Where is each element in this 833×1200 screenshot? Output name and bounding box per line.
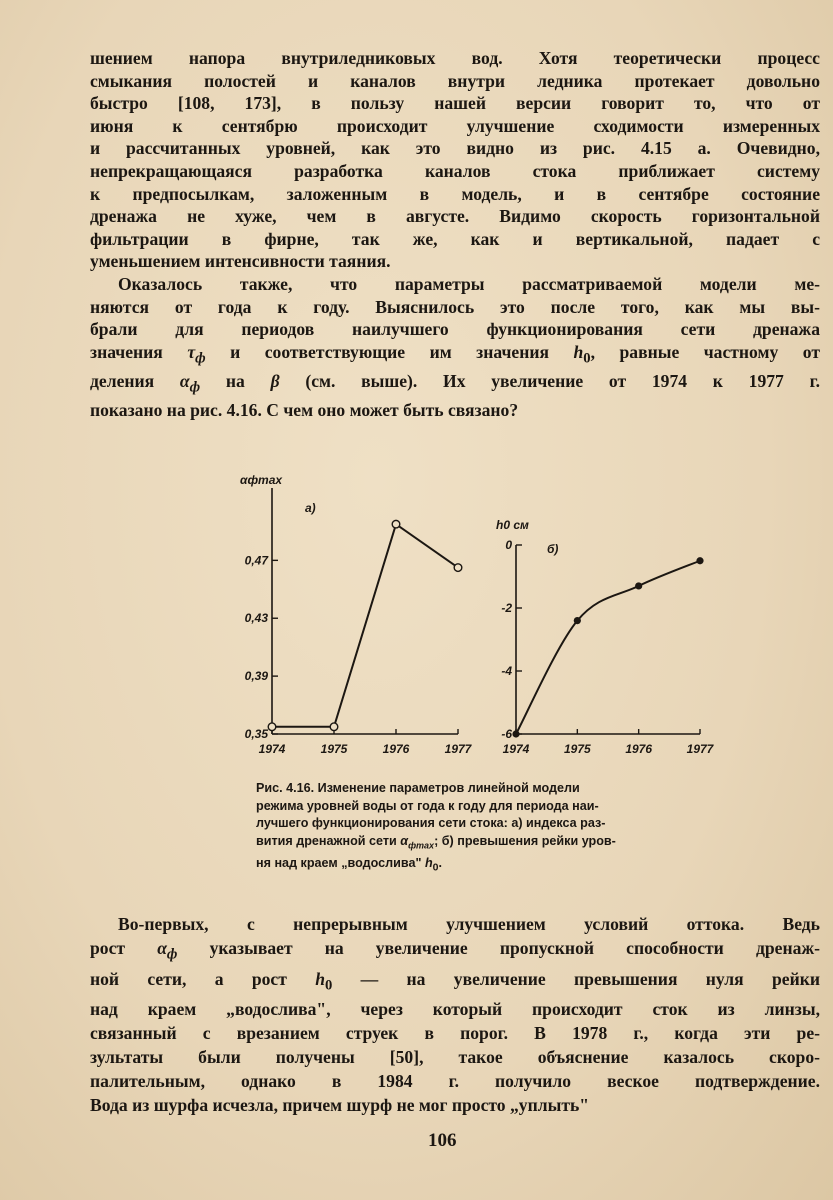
text-line: над краем „водослива", через который происходит сток из линзы, (90, 999, 820, 1020)
text-line: фильтрации в фирне, так же, как и вертикальной, падает с (90, 228, 820, 249)
h-subscript: 0 (432, 861, 439, 874)
text-line: Во-первых, с непрерывным улучшением условий оттока. Ведь (118, 914, 820, 934)
text-fragment: рост (90, 938, 158, 958)
chart-b (496, 518, 715, 756)
h-symbol: h (424, 855, 433, 870)
data-point (574, 617, 581, 624)
text-line: уменьшением интенсивности таяния. (90, 251, 391, 272)
text-fragment: ня над краем „водослива" (256, 855, 425, 870)
y-tick-label: -6 (501, 727, 512, 741)
data-point (268, 723, 276, 731)
text-fragment: , равные частному от (590, 341, 820, 362)
text-fragment: — на увеличение превышения нуля рейки (332, 968, 820, 989)
data-point (696, 557, 703, 564)
y-tick-label: -4 (501, 664, 512, 678)
x-tick-label: 1976 (382, 742, 410, 756)
text-line: шением напора внутриледниковых вод. Хотя теоретически процесс (90, 48, 820, 68)
tau-symbol: τ (187, 341, 196, 362)
text-line: Оказалось также, что параметры рассматриваемой модели ме- (118, 274, 820, 294)
text-fragment: (см. выше). Их увеличение от 1974 к 1977 г. (279, 370, 820, 391)
text-fragment: деления (90, 370, 180, 391)
page-number: 106 (428, 1130, 457, 1151)
alpha-subscript: фmax (408, 840, 435, 851)
h-symbol: h (573, 341, 584, 362)
text-line: к предпосылкам, заложенным в модель, и в сентябре состояние (90, 183, 820, 204)
x-tick-label: 1976 (625, 742, 653, 756)
figure-caption (256, 780, 726, 877)
text-line: няются от года к году. Выяснилось это после того, как мы вы- (90, 296, 820, 317)
x-tick-label: 1975 (563, 742, 591, 756)
x-tick-label: 1974 (258, 742, 286, 756)
x-tick-label: 1974 (502, 742, 530, 756)
caption-line: лучшего функционирования сети стока: а) индекса раз- (256, 816, 606, 830)
text-line: палительным, однако в 1984 г. получило веское подтверждение. (90, 1071, 820, 1092)
caption-line (256, 855, 726, 877)
data-point (512, 730, 519, 737)
alpha-symbol: α (400, 833, 409, 848)
y-axis-label: h0 см (496, 518, 529, 532)
text-fragment: указывает на увеличение пропускной способности дренаж- (177, 938, 820, 958)
x-tick-label: 1975 (320, 742, 348, 756)
alpha-symbol: α (157, 938, 167, 958)
panel-label: б) (547, 542, 559, 556)
text-line: быстро [108, 173], в пользу нашей версии говорит то, что от (90, 93, 820, 114)
text-line: Вода из шурфа исчезла, причем шурф не мог просто „уплыть" (90, 1095, 590, 1116)
text-line: дренажа не хуже, чем в августе. Видимо скорость горизонтальной (90, 206, 820, 227)
data-point (454, 564, 462, 572)
y-tick-label: 0,43 (244, 611, 268, 626)
text-fragment: значения (90, 341, 188, 362)
text-fragment: и соответствующие им значения (205, 341, 574, 362)
caption-line (256, 833, 726, 855)
text-line: непрекращающаяся разработка каналов стока приближает систему (90, 160, 820, 181)
h-symbol: h (315, 968, 325, 989)
y-tick-label: 0,35 (244, 727, 268, 741)
text-line: брали для периодов наилучшего функционирования сети дренажа (90, 319, 820, 340)
x-tick-label: 1977 (444, 742, 472, 756)
alpha-symbol: α (179, 370, 190, 391)
alpha-subscript: ф (189, 379, 201, 396)
panel-label: а) (305, 501, 316, 515)
h-subscript: 0 (324, 977, 333, 994)
y-tick-label: 0,39 (244, 669, 268, 684)
chart-a (240, 473, 473, 756)
text-line: июня к сентябрю происходит улучшение сходимости измеренных (90, 115, 820, 136)
text-line: связанный с врезанием струек в порог. В 1978 г., когда эти ре- (90, 1023, 820, 1044)
y-tick-label: -2 (501, 601, 512, 615)
y-tick-label: 0 (505, 538, 512, 552)
text-line: смыкания полостей и каналов внутри ледника протекает довольно (90, 70, 820, 91)
text-line (90, 967, 820, 998)
x-tick-label: 1977 (686, 742, 714, 756)
h-subscript: 0 (583, 350, 591, 367)
text-fragment: . (438, 855, 442, 870)
series-line (272, 524, 458, 727)
y-axis-label: αфmax (240, 473, 283, 487)
text-fragment: ; б) превышения рейки уров- (434, 833, 616, 848)
text-fragment: вития дренажной сети (256, 833, 401, 848)
series-line (516, 561, 700, 734)
text-fragment: на (200, 370, 271, 391)
alpha-subscript: ф (166, 946, 178, 963)
beta-symbol: β (270, 370, 280, 391)
paragraph-3 (90, 912, 820, 1117)
data-point (392, 520, 400, 528)
text-line: и рассчитанных уровней, как это видно из рис. 4.15 а. Очевидно, (90, 138, 820, 159)
y-tick-label: 0,47 (244, 553, 268, 568)
text-line (90, 936, 820, 967)
caption-line: режима уровней воды от года к году для периода наи- (256, 798, 599, 813)
text-fragment: ной сети, а рост (90, 968, 316, 989)
text-line: показано на рис. 4.16. С чем оно может быть связано? (90, 400, 519, 420)
data-point (330, 723, 338, 731)
data-point (635, 582, 642, 589)
caption-line: Рис. 4.16. Изменение параметров линейной модели (256, 781, 580, 795)
tau-subscript: ф (195, 350, 206, 367)
text-line: зультаты были получены [50], такое объяснение казалось скоро- (90, 1047, 820, 1068)
